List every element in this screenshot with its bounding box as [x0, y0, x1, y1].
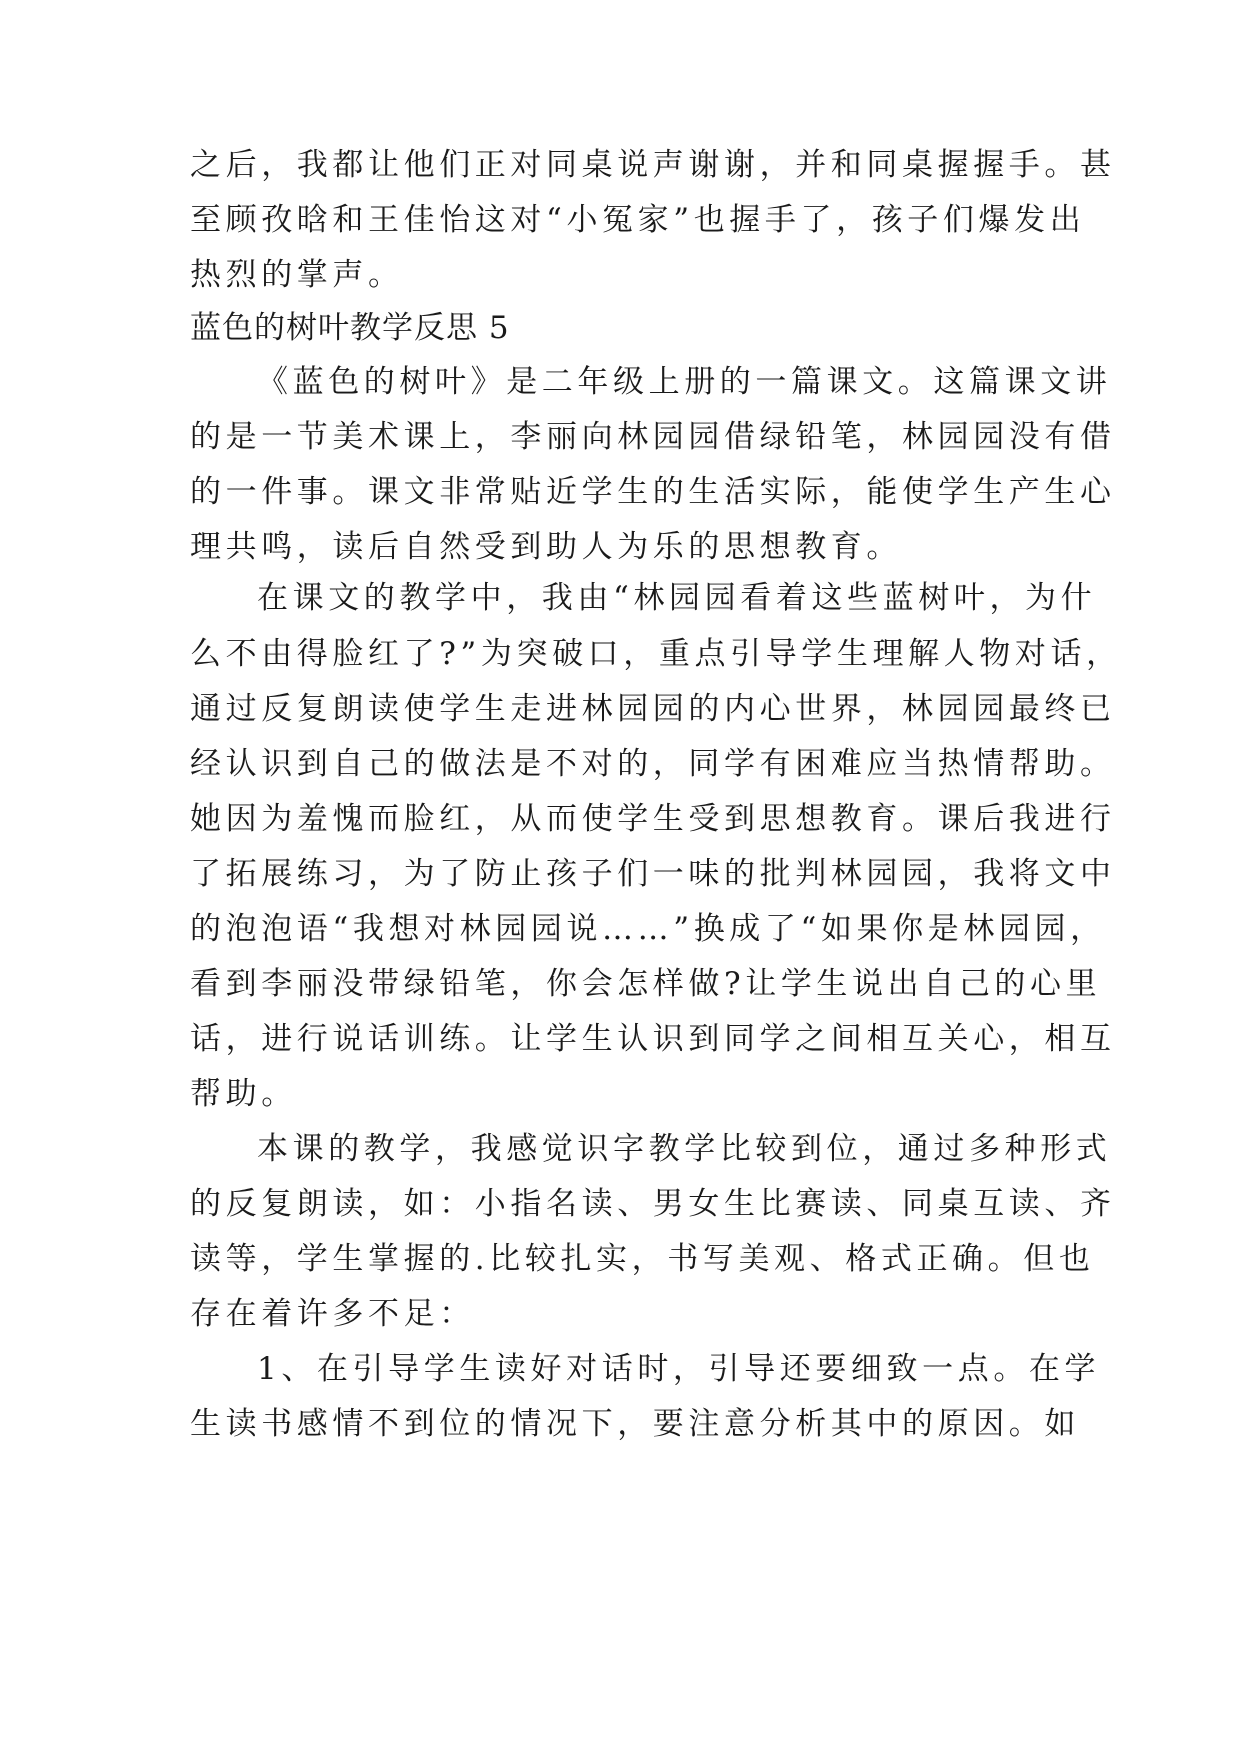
paragraph1-line-4: 理共鸣，读后自然受到助人为乐的思想教育。 — [190, 529, 902, 565]
intro-line-1: 之后，我都让他们正对同桌说声谢谢，并和同桌握握手。甚 — [190, 147, 1116, 183]
paragraph3-line-2: 的反复朗读，如：小指名读、男女生比赛读、同桌互读、齐 — [190, 1186, 1116, 1222]
paragraph1-line-3: 的一件事。课文非常贴近学生的生活实际，能使学生产生心 — [190, 474, 1116, 510]
paragraph4-line-2: 生读书感情不到位的情况下，要注意分析其中的原因。如 — [190, 1406, 1080, 1442]
paragraph1-line-1: 《蓝色的树叶》是二年级上册的一篇课文。这篇课文讲 — [257, 364, 1112, 400]
paragraph2-line-3: 通过反复朗读使学生走进林园园的内心世界，林园园最终已 — [190, 691, 1116, 727]
paragraph2-line-4: 经认识到自己的做法是不对的，同学有困难应当热情帮助。 — [190, 746, 1116, 782]
paragraph2-line-8: 看到李丽没带绿铅笔，你会怎样做?让学生说出自己的心里 — [190, 966, 1102, 1002]
paragraph3-line-4: 存在着许多不足： — [190, 1296, 475, 1332]
paragraph2-line-6: 了拓展练习，为了防止孩子们一味的批判林园园，我将文中 — [190, 856, 1116, 892]
intro-line-2: 至顾孜晗和王佳怡这对“小冤家”也握手了，孩子们爆发出 — [190, 202, 1086, 238]
paragraph4-line-1: 1、在引导学生读好对话时，引导还要细致一点。在学 — [257, 1351, 1101, 1387]
paragraph2-line-9: 话，进行说话训练。让学生认识到同学之间相互关心，相互 — [190, 1021, 1116, 1057]
paragraph2-line-5: 她因为羞愧而脸红，从而使学生受到思想教育。课后我进行 — [190, 801, 1116, 837]
paragraph2-line-7: 的泡泡语“我想对林园园说……”换成了“如果你是林园园， — [190, 911, 1106, 947]
intro-line-3: 热烈的掌声。 — [190, 257, 404, 293]
paragraph3-line-1: 本课的教学，我感觉识字教学比较到位，通过多种形式 — [257, 1131, 1112, 1167]
paragraph2-line-2: 么不由得脸红了?”为突破口，重点引导学生理解人物对话， — [190, 636, 1122, 672]
paragraph2-line-1: 在课文的教学中，我由“林园园看着这些蓝树叶，为什 — [257, 580, 1097, 616]
paragraph1-line-2: 的是一节美术课上，李丽向林园园借绿铅笔，林园园没有借 — [190, 419, 1116, 455]
paragraph3-line-3: 读等，学生掌握的.比较扎实，书写美观、格式正确。但也 — [190, 1241, 1095, 1277]
paragraph2-line-10: 帮助。 — [190, 1076, 297, 1112]
section-title: 蓝色的树叶教学反思 5 — [190, 310, 510, 346]
